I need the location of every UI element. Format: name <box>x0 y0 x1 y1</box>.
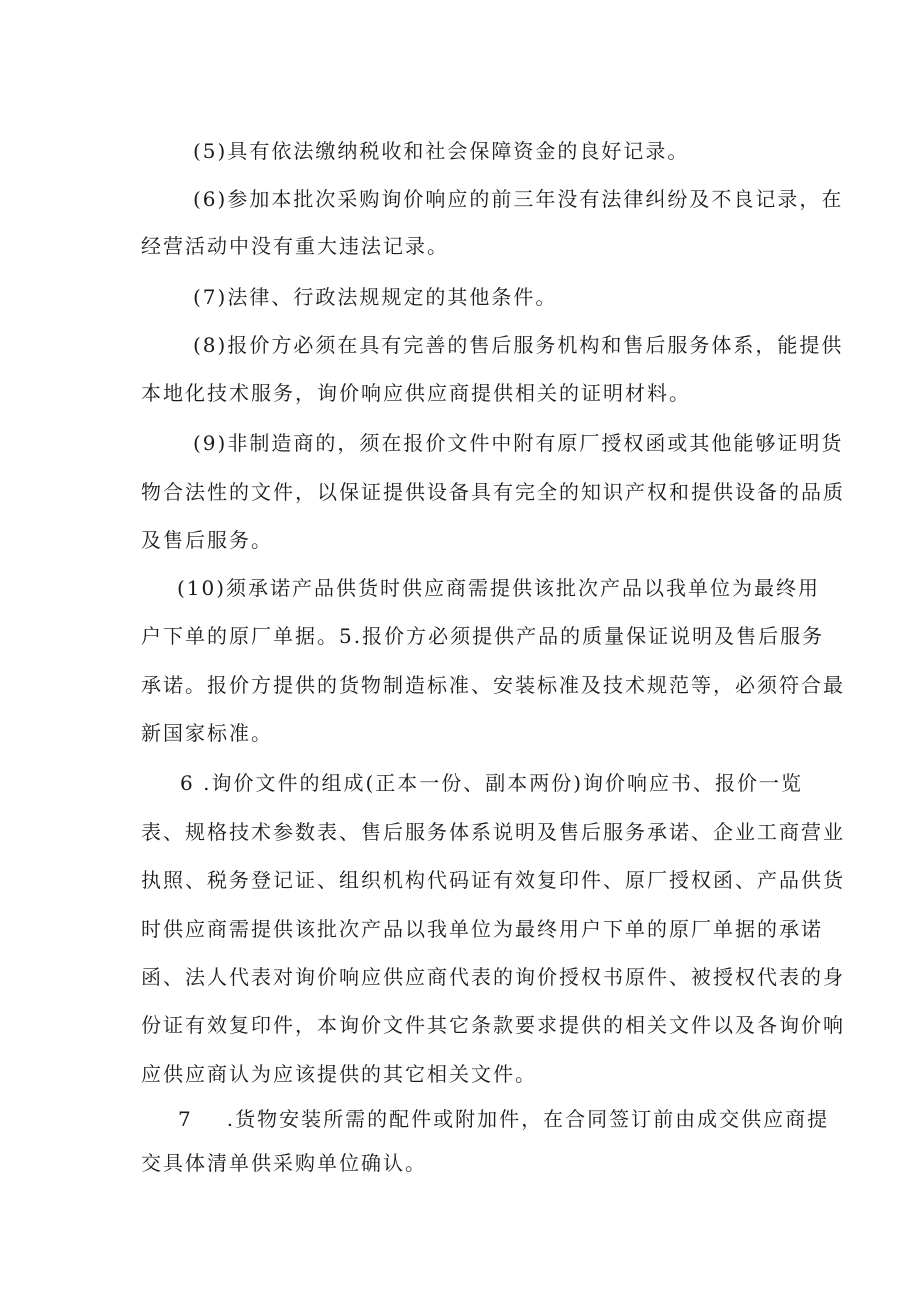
item-number: 7 <box>178 1107 193 1131</box>
paragraph-line: 执照、税务登记证、组织机构代码证有效复印件、原厂授权函、产品供货 <box>141 868 845 892</box>
paragraph-line: (9)非制造商的，须在报价文件中附有原厂授权函或其他能够证明货 <box>193 431 844 455</box>
paragraph-line: (7)法律、行政法规规定的其他条件。 <box>193 285 558 309</box>
paragraph-line: 函、法人代表对询价响应供应商代表的询价授权书原件、被授权代表的身 <box>141 965 845 989</box>
paragraph-line: 应供应商认为应该提供的其它相关文件。 <box>141 1062 537 1086</box>
paragraph-line: 交具体清单供采购单位确认。 <box>141 1151 427 1175</box>
paragraph-line: 经营活动中没有重大违法记录。 <box>141 234 449 258</box>
paragraph-line: (6)参加本批次采购询价响应的前三年没有法律纠纷及不良记录，在 <box>193 187 844 211</box>
item-text: .货物安装所需的配件或附加件，在合同签订前由成交供应商提 <box>226 1107 830 1131</box>
paragraph-line: 6 .询价文件的组成(正本一份、副本两份)询价响应书、报价一览 <box>180 771 804 795</box>
paragraph-line: 时供应商需提供该批次产品以我单位为最终用户下单的原厂单据的承诺 <box>141 917 823 941</box>
paragraph-line: 新国家标准。 <box>141 721 273 745</box>
paragraph-line: (8)报价方必须在具有完善的售后服务机构和售后服务体系，能提供 <box>193 333 844 357</box>
paragraph-line: 承诺。报价方提供的货物制造标准、安装标准及技术规范等，必须符合最 <box>141 673 845 697</box>
paragraph-line: (5)具有依法缴纳税收和社会保障资金的良好记录。 <box>193 139 690 163</box>
paragraph-line: 及售后服务。 <box>141 528 273 552</box>
paragraph-line: 户下单的原厂单据。5.报价方必须提供产品的质量保证说明及售后服务 <box>141 624 825 648</box>
paragraph-line: 表、规格技术参数表、售后服务体系说明及售后服务承诺、企业工商营业 <box>141 820 845 844</box>
paragraph-line: 物合法性的文件，以保证提供设备具有完全的知识产权和提供设备的品质 <box>141 480 845 504</box>
paragraph-line: 本地化技术服务，询价响应供应商提供相关的证明材料。 <box>141 381 691 405</box>
paragraph-line <box>178 1107 829 1131</box>
paragraph-line: (10)须承诺产品供货时供应商需提供该批次产品以我单位为最终用 <box>177 576 821 600</box>
paragraph-line: 份证有效复印件，本询价文件其它条款要求提供的相关文件以及各询价响 <box>141 1013 845 1037</box>
